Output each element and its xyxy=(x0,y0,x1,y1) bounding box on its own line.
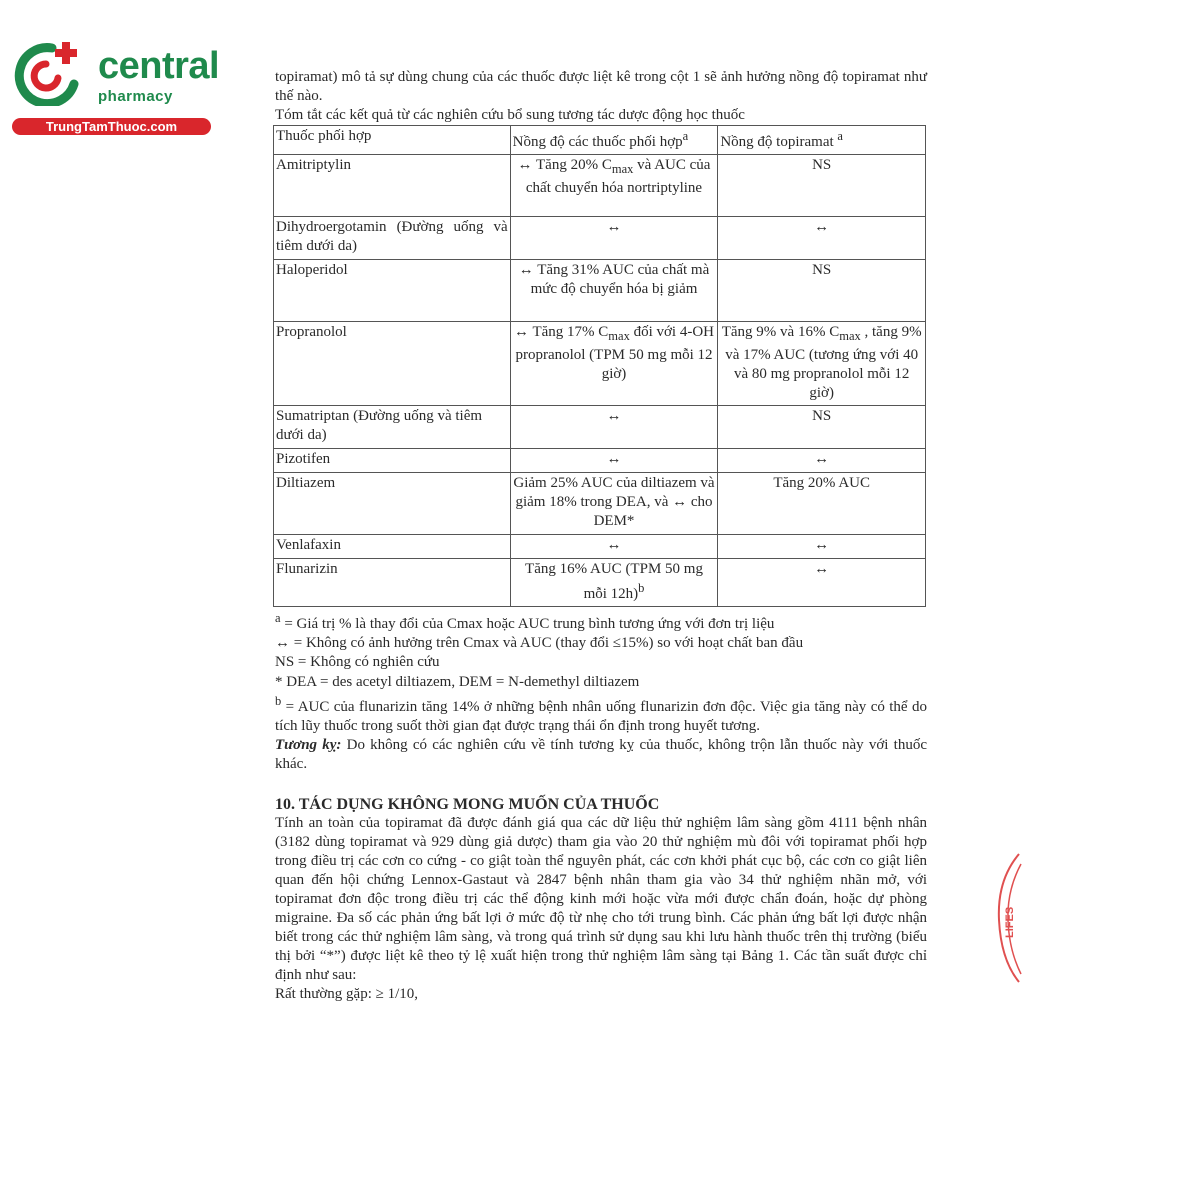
website-badge[interactable]: TrungTamThuoc.com xyxy=(12,118,211,135)
table-header-row xyxy=(274,126,926,155)
brand-name: central xyxy=(98,45,220,87)
cell-topiramat: NS xyxy=(718,260,926,322)
note-ns: NS = Không có nghiên cứu xyxy=(275,654,440,671)
cell-co-drug: Giảm 25% AUC của diltiazem và giảm 18% trong DEA, và ↔ cho DEM* xyxy=(510,473,718,535)
brand-logo[interactable] xyxy=(10,38,220,138)
cell-topiramat: ↔ xyxy=(718,559,926,607)
cell-drug: Flunarizin xyxy=(274,559,511,607)
central-logo-icon xyxy=(12,40,84,106)
cell-co-drug: ↔ xyxy=(510,535,718,559)
section-10-body: Tính an toàn của topiramat đã được đánh giá qua các dữ liệu thử nghiệm lâm sàng gồm 4111 bệnh nhân (3182 dùng topiramat và 929 dùng giả dược) tham gia vào 20 thử nghiệm mù đôi với topiramat phối hợp trong điều trị các cơn co cứng - co giật toàn thể nguyên phát, các cơn khởi phát cục bộ, các cơn co giật liên quan đến hội chứng Lennox-Gastaut và 2847 bệnh nhân tham gia vào 34 thử nghiệm nhãn mở, với topiramat đơn độc trong điều trị các thể động kinh mới hoặc vừa mới được chẩn đoán, hoặc dự phòng migraine. Đa số các phản ứng bất lợi ở mức độ từ nhẹ cho tới trung bình. Các phản ứng bất lợi được nhận biết trong các thử nghiệm lâm sàng, và trong quá trình sử dụng sau khi lưu hành thuốc trên thị trường (biểu thị bởi “*”) được liệt kê theo tỷ lệ xuất hiện trong thử nghiệm lâm sàng tại Bảng 1. Các tần suất được chỉ định như sau: xyxy=(275,814,927,983)
table-row xyxy=(274,322,926,406)
cell-co-drug: ↔ xyxy=(510,449,718,473)
cell-topiramat: NS xyxy=(718,155,926,217)
header-drug: Thuốc phối hợp xyxy=(274,126,511,155)
compatibility-note: Tương kỵ: Do không có các nghiên cứu về tính tương kỵ của thuốc, không trộn lẫn thuốc này với thuốc khác. xyxy=(275,737,927,773)
note-arrow: ↔ = Không có ảnh hưởng trên Cmax và AUC (thay đổi ≤15%) so với hoạt chất ban đầu xyxy=(275,635,804,652)
cell-drug: Diltiazem xyxy=(274,473,511,535)
cell-drug: Sumatriptan (Đường uống và tiêm dưới da) xyxy=(274,406,511,449)
table-row xyxy=(274,260,926,322)
table-row xyxy=(274,155,926,217)
cell-co-drug: ↔ xyxy=(510,217,718,260)
table-caption: Tóm tắt các kết quả từ các nghiên cứu bổ sung tương tác dược động học thuốc xyxy=(275,107,745,123)
brand-subtitle: pharmacy xyxy=(98,88,173,105)
section-10-heading: 10. TÁC DỤNG KHÔNG MONG MUỐN CỦA THUỐC xyxy=(275,795,660,813)
stamp-fragment xyxy=(993,850,1023,985)
header-topiramat-level: Nồng độ topiramat $^a$ xyxy=(718,126,926,155)
stamp-text: LIFES xyxy=(1004,906,1016,938)
table-row xyxy=(274,217,926,260)
cell-topiramat: Tăng 20% AUC xyxy=(718,473,926,535)
cell-drug: Pizotifen xyxy=(274,449,511,473)
cell-co-drug: ↔ xyxy=(510,406,718,449)
table-row xyxy=(274,473,926,535)
cell-drug: Dihydroergotamin (Đường uống và tiêm dưới da) xyxy=(274,217,511,260)
cell-drug: Amitriptylin xyxy=(274,155,511,217)
cell-co-drug: ↔ Tăng 17% $C_{max}$ đối với 4-OH propranolol (TPM 50 mg mỗi 12 giờ) xyxy=(510,322,718,406)
cell-co-drug: ↔ Tăng 20% $C_{max}$ và AUC của chất chuyển hóa nortriptyline xyxy=(510,155,718,217)
cell-drug: Venlafaxin xyxy=(274,535,511,559)
cell-topiramat: NS xyxy=(718,406,926,449)
cell-topiramat: ↔ xyxy=(718,449,926,473)
cell-co-drug: Tăng 16% AUC (TPM 50 mg mỗi 12h)$^b$ xyxy=(510,559,718,607)
interaction-table xyxy=(273,125,926,607)
cell-topiramat: ↔ xyxy=(718,535,926,559)
cell-drug: Propranolol xyxy=(274,322,511,406)
note-dea: * DEA = des acetyl diltiazem, DEM = N-demethyl diltiazem xyxy=(275,673,640,690)
table-row xyxy=(274,449,926,473)
table-notes xyxy=(275,609,927,775)
table-row xyxy=(274,535,926,559)
cell-topiramat: Tăng 9% và 16% $C_{max}$ , tăng 9% và 17% AUC (tương ứng với 40 và 80 mg propranolol mỗi 12 giờ) xyxy=(718,322,926,406)
document-page xyxy=(275,68,927,1004)
note-b: $^b$ = AUC của flunarizin tăng 14% ở những bệnh nhân uống flunarizin đơn độc. Việc gia tăng này có thể do tích lũy thuốc trong suốt thời gian đạt được trạng thái ổn định trong huyết tương. xyxy=(275,693,927,735)
intro-paragraph: topiramat) mô tả sự dùng chung của các thuốc được liệt kê trong cột 1 sẽ ảnh hưởng nồng độ topiramat như thế nào. xyxy=(275,69,927,104)
section-10-last-line: Rất thường gặp: ≥ 1/10, xyxy=(275,985,419,1002)
cell-topiramat: ↔ xyxy=(718,217,926,260)
header-co-drug-level: Nồng độ các thuốc phối hợp$^a$ xyxy=(510,126,718,155)
table-row xyxy=(274,559,926,607)
cell-co-drug: ↔ Tăng 31% AUC của chất mà mức độ chuyển hóa bị giảm xyxy=(510,260,718,322)
cell-drug: Haloperidol xyxy=(274,260,511,322)
table-row xyxy=(274,406,926,449)
note-a: $^a$ = Giá trị % là thay đổi của Cmax hoặc AUC trung bình tương ứng với đơn trị liệu xyxy=(275,611,775,632)
